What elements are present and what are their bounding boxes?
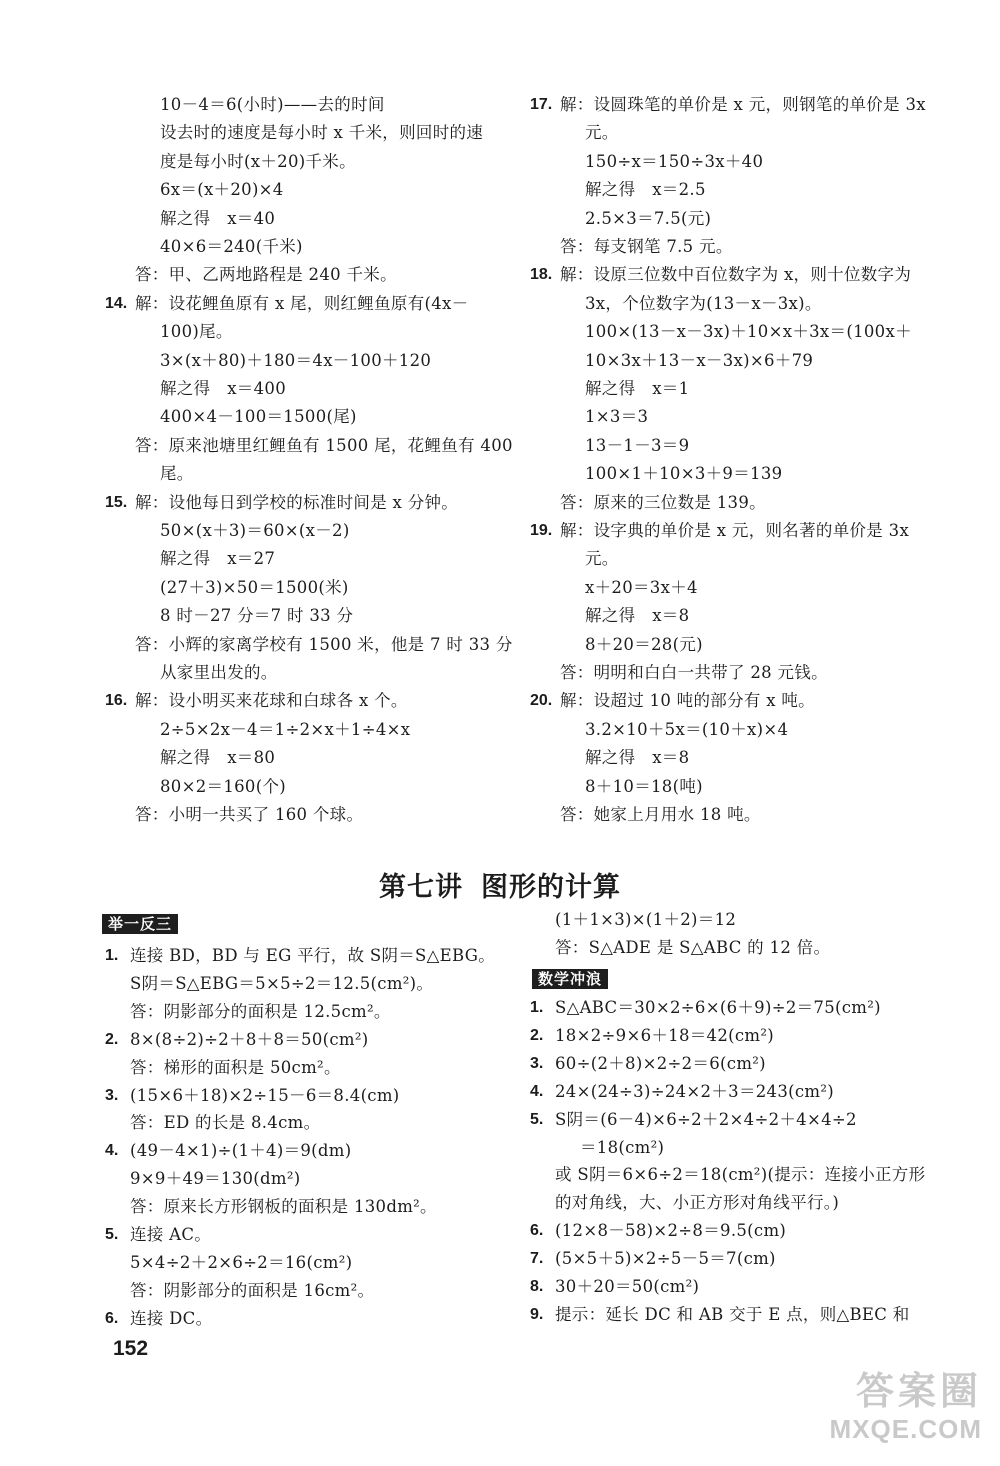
solution-line: 30＋20＝50(cm²) bbox=[555, 1277, 700, 1296]
solution-line: 60÷(2＋8)×2÷2＝6(cm²) bbox=[555, 1053, 766, 1073]
solution-line: 答：小辉的家离学校有 1500 米，他是 7 时 33 分 bbox=[135, 634, 513, 654]
solution-line: 6x＝(x＋20)×4 bbox=[160, 180, 284, 200]
solution-line: 24×(24÷3)÷24×2＋3＝243(cm²) bbox=[555, 1081, 835, 1101]
watermark-text: 答案圈 bbox=[855, 1371, 982, 1413]
problem-number: 1. bbox=[105, 947, 119, 964]
solution-line: 解：设他每日到学校的标准时间是 x 分钟。 bbox=[135, 492, 459, 512]
problem-number: 8. bbox=[530, 1278, 544, 1295]
problem-number: 6. bbox=[530, 1222, 544, 1240]
solution-line: x＋20＝3x＋4 bbox=[585, 577, 698, 597]
solution-line: 答：小明一共买了 160 个球。 bbox=[135, 805, 364, 824]
solution-line: S阴＝S△EBG＝5×5÷2＝12.5(cm²)。 bbox=[130, 973, 434, 993]
solution-line: (5×5＋5)×2÷5－5＝7(cm) bbox=[555, 1249, 776, 1269]
problem-number: 3. bbox=[530, 1054, 544, 1072]
problem-number: 5. bbox=[530, 1110, 544, 1128]
solution-line: 或 S阴＝6×6÷2＝18(cm²)(提示：连接小正方形 bbox=[555, 1165, 926, 1185]
solution-line: 元。 bbox=[585, 123, 619, 143]
section-heading bbox=[0, 865, 1000, 904]
problem-number: 9. bbox=[530, 1305, 544, 1323]
solution-line: 解：设字典的单价是 x 元，则名著的单价是 3x bbox=[560, 521, 910, 540]
problem-number: 2. bbox=[530, 1026, 544, 1044]
watermark-logo bbox=[830, 1370, 982, 1444]
solution-line: 答：阴影部分的面积是 16cm²。 bbox=[130, 1280, 375, 1300]
problem-number: 19. bbox=[530, 522, 553, 539]
solution-line: 答：原来池塘里红鲤鱼有 1500 尾，花鲤鱼有 400 bbox=[135, 435, 513, 455]
solution-line: 3.2×10＋5x＝(10＋x)×4 bbox=[585, 719, 789, 739]
solution-line: 100)尾。 bbox=[160, 322, 233, 342]
solution-line: 答：甲、乙两地路程是 240 千米。 bbox=[135, 265, 397, 285]
solution-line: 8×(8÷2)÷2＋8＋8＝50(cm²) bbox=[130, 1029, 369, 1049]
solution-line: 从家里出发的。 bbox=[160, 663, 278, 682]
solution-line: 3×(x＋80)＋180＝4x－100＋120 bbox=[160, 350, 432, 370]
solution-line: 答：ED 的长是 8.4cm。 bbox=[130, 1113, 321, 1133]
solution-line: 13－1－3＝9 bbox=[585, 435, 690, 455]
solution-line: 2÷5×2x－4＝1÷2×x＋1÷4×x bbox=[160, 719, 411, 739]
solution-line: 答：S△ADE 是 S△ABC 的 12 倍。 bbox=[555, 938, 831, 957]
solution-line: 8＋20＝28(元) bbox=[585, 634, 703, 654]
tag-ju-yi-fan-san: 举一反三 bbox=[102, 914, 178, 934]
solution-line: 50×(x＋3)＝60×(x－2) bbox=[160, 521, 350, 540]
lecture-number: 第七讲 bbox=[379, 872, 463, 903]
solution-line: 解之得 x＝2.5 bbox=[585, 180, 706, 200]
solution-line: 9×9＋49＝130(dm²) bbox=[130, 1169, 301, 1189]
solution-line: 解之得 x＝8 bbox=[585, 748, 690, 768]
solution-line: 18×2÷9×6＋18＝42(cm²) bbox=[555, 1025, 775, 1045]
solution-line: (27＋3)×50＝1500(米) bbox=[160, 577, 349, 597]
solution-line: 提示：延长 DC 和 AB 交于 E 点，则△BEC 和 bbox=[555, 1304, 910, 1324]
problem-number: 1. bbox=[530, 999, 544, 1016]
problem-number: 3. bbox=[105, 1086, 119, 1104]
solution-line: 答：原来长方形钢板的面积是 130dm²。 bbox=[130, 1197, 437, 1217]
solution-line: 解：设花鲤鱼原有 x 尾，则红鲤鱼原有(4x－ bbox=[135, 293, 469, 313]
solution-line: 解：设圆珠笔的单价是 x 元，则钢笔的单价是 3x bbox=[560, 95, 926, 114]
solution-line: 8＋10＝18(吨) bbox=[585, 776, 703, 796]
problem-number: 16. bbox=[105, 692, 128, 710]
solution-line: 100×(13－x－3x)＋10×x＋3x＝(100x＋ bbox=[585, 322, 912, 342]
solution-line: 10×3x＋13－x－3x)×6＋79 bbox=[585, 350, 814, 370]
solution-line: 元。 bbox=[585, 549, 619, 569]
solution-line: 解之得 x＝80 bbox=[160, 748, 276, 768]
solution-line: 解之得 x＝8 bbox=[585, 606, 690, 626]
tag-shu-xue-chong-lang: 数学冲浪 bbox=[532, 969, 608, 989]
solution-line: S△ABC＝30×2÷6×(6＋9)÷2＝75(cm²) bbox=[555, 998, 881, 1017]
solution-line: 解：设小明买来花球和白球各 x 个。 bbox=[135, 691, 408, 711]
problem-number: 14. bbox=[105, 294, 128, 312]
solution-line: 2.5×3＝7.5(元) bbox=[585, 208, 712, 228]
problem-number: 4. bbox=[105, 1142, 119, 1160]
solution-line: ＝18(cm²) bbox=[580, 1137, 665, 1157]
problem-number: 20. bbox=[530, 692, 553, 710]
problem-number: 4. bbox=[530, 1082, 544, 1100]
solution-line: 答：每支钢笔 7.5 元。 bbox=[560, 237, 733, 256]
problem-number: 2. bbox=[105, 1030, 119, 1048]
watermark-url: MXQE.COM bbox=[829, 1414, 982, 1444]
solution-line: 80×2＝160(个) bbox=[160, 776, 286, 796]
solution-line: 10－4＝6(小时)——去的时间 bbox=[160, 95, 385, 114]
solution-line: 答：她家上月用水 18 吨。 bbox=[560, 805, 761, 824]
solution-line: 150÷x＝150÷3x＋40 bbox=[585, 151, 764, 171]
solution-line: 40×6＝240(千米) bbox=[160, 237, 303, 256]
solution-line: 100×1＋10×3＋9＝139 bbox=[585, 464, 783, 484]
problem-number: 7. bbox=[530, 1250, 544, 1268]
solution-line: 的对角线，大、小正方形对角线平行。) bbox=[555, 1193, 840, 1213]
page-number: 152 bbox=[113, 1337, 149, 1360]
solution-line: 1×3＝3 bbox=[585, 407, 649, 427]
solution-line: 答：明明和白白一共带了 28 元钱。 bbox=[560, 663, 828, 682]
section-title: 图形的计算 bbox=[481, 872, 621, 903]
solution-line: 连接 AC。 bbox=[130, 1225, 212, 1244]
solution-line: 连接 BD，BD 与 EG 平行，故 S阴＝S△EBG。 bbox=[130, 946, 496, 965]
solution-line: 解之得 x＝400 bbox=[160, 379, 286, 398]
solution-line: 400×4－100＝1500(尾) bbox=[160, 407, 357, 427]
solution-line: 解之得 x＝40 bbox=[160, 208, 276, 228]
problem-number: 17. bbox=[530, 96, 553, 113]
solution-line: 8 时－27 分＝7 时 33 分 bbox=[160, 606, 354, 626]
solution-line: 解：设超过 10 吨的部分有 x 吨。 bbox=[560, 691, 815, 711]
solution-line: 尾。 bbox=[160, 464, 194, 484]
solution-line: (15×6＋18)×2÷15－6＝8.4(cm) bbox=[130, 1085, 400, 1105]
solution-line: 解之得 x＝1 bbox=[585, 379, 690, 398]
solution-line: (49－4×1)÷(1＋4)＝9(dm) bbox=[130, 1141, 352, 1161]
problem-number: 15. bbox=[105, 493, 128, 511]
solution-line: (12×8－58)×2÷8＝9.5(cm) bbox=[555, 1221, 787, 1241]
problem-number: 18. bbox=[530, 266, 553, 284]
solution-line: 设去时的速度是每小时 x 千米，则回时的速 bbox=[160, 123, 484, 143]
solution-line: 连接 DC。 bbox=[130, 1308, 213, 1328]
solution-line: S阴＝(6－4)×6÷2＋2×4÷2＋4×4÷2 bbox=[555, 1109, 857, 1129]
solution-line: 3x，个位数字为(13－x－3x)。 bbox=[585, 293, 822, 313]
solution-line: 解之得 x＝27 bbox=[160, 549, 276, 569]
solution-line: 解：设原三位数中百位数字为 x，则十位数字为 bbox=[560, 265, 912, 285]
solution-line: 答：梯形的面积是 50cm²。 bbox=[130, 1057, 341, 1077]
solution-line: (1＋1×3)×(1＋2)＝12 bbox=[555, 910, 737, 929]
problem-number: 6. bbox=[105, 1309, 119, 1327]
solution-line: 答：原来的三位数是 139。 bbox=[560, 492, 766, 512]
solution-line: 5×4÷2＋2×6÷2＝16(cm²) bbox=[130, 1252, 353, 1272]
problem-number: 5. bbox=[105, 1226, 119, 1243]
solution-line: 度是每小时(x＋20)千米。 bbox=[160, 151, 356, 171]
solution-line: 答：阴影部分的面积是 12.5cm²。 bbox=[130, 1001, 391, 1021]
